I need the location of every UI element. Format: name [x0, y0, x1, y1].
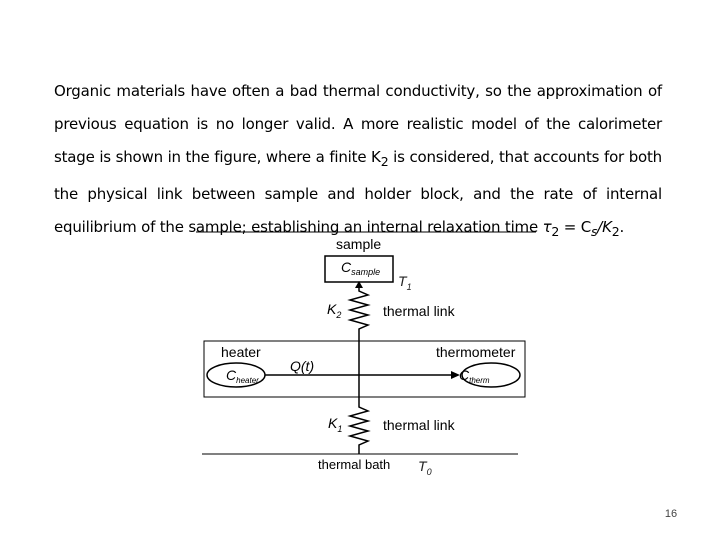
upper-spring [350, 288, 368, 334]
equation-c: = C [559, 218, 591, 236]
paragraph-period: . [619, 218, 625, 236]
k1-label: $K_1$ [328, 415, 343, 434]
heater-label: heater [221, 344, 261, 360]
t0-label: $T_0$ [418, 458, 432, 477]
k2-subscript: 2 [611, 224, 620, 239]
k-subscript: 2 [380, 154, 389, 169]
t1-label: $T_1$ [398, 273, 412, 292]
paragraph-text-middle: is considered, that accounts for both the physical link between sample and holder block, and the rate of internal equilibrium of the sample; establishing an internal relaxation time [54, 148, 662, 236]
k2-label: $K_2$ [327, 301, 342, 320]
equation-k: /K [597, 218, 612, 236]
tau-symbol: τ [542, 218, 552, 236]
thermal-bath-label: thermal bath [318, 457, 391, 472]
sample-label: sample [336, 236, 382, 252]
thermometer-label: thermometer [436, 344, 516, 360]
c-heater-label: $C_{heater}$ [226, 367, 259, 385]
upper-thermal-link-label: thermal link [383, 303, 455, 319]
c-subscript: s [590, 224, 598, 239]
paragraph-text-lead: Organic materials have often a bad thermal conductivity, so the approximation of previous equation is no longer valid. A more realistic model of the calorimeter stage is shown in the figure, where a finite K [54, 82, 662, 166]
tau-subscript: 2 [551, 224, 560, 239]
c-sample-label: $C_{sample}$ [341, 259, 381, 277]
lower-spring [350, 404, 368, 454]
lower-thermal-link-label: thermal link [383, 417, 455, 433]
page-number: 16 [664, 508, 678, 520]
c-therm-label: $C_{therm}$ [459, 367, 490, 385]
q-label: Q(t) [290, 358, 315, 374]
